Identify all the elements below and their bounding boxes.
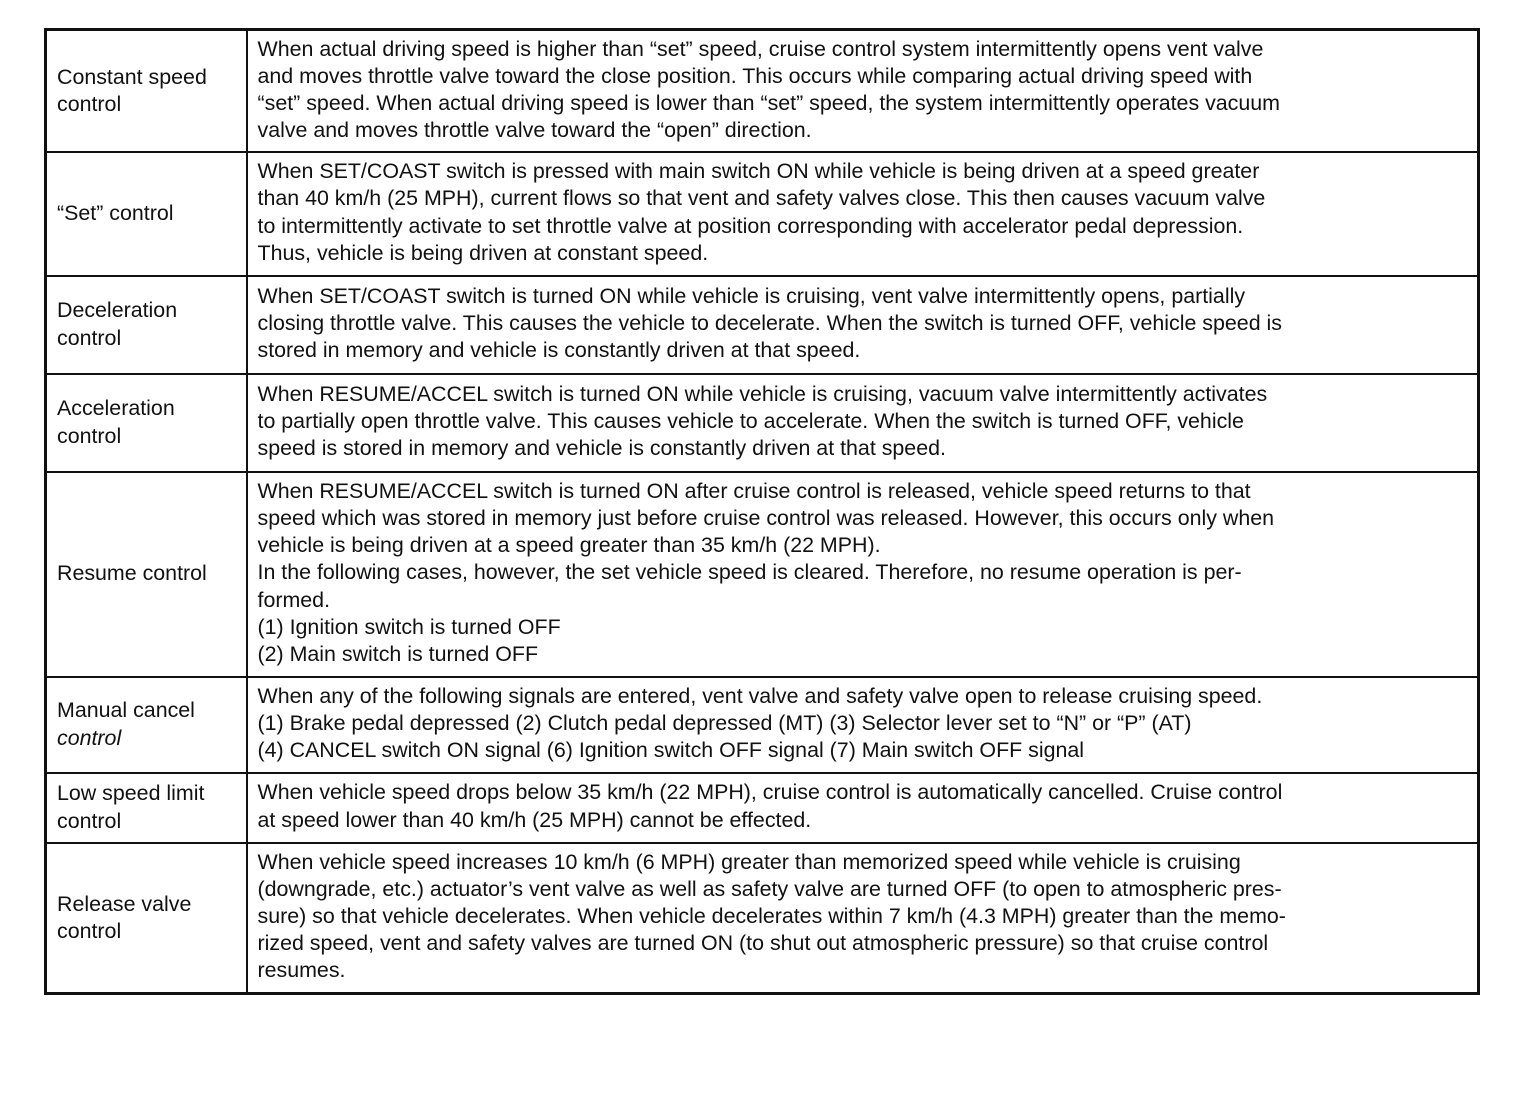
row-label: Acceleration control xyxy=(46,374,247,472)
table-row xyxy=(46,276,1479,374)
row-description: When actual driving speed is higher than “set” speed, cruise control system intermittently opens vent valve and moves throttle valve toward the close position. This occurs while comparing actual driving speed with “set” speed. When actual driving speed is lower than “set” speed, the system intermittently operates vacuum valve and moves throttle valve toward the “open” direction. xyxy=(247,30,1479,152)
row-description: When vehicle speed drops below 35 km/h (22 MPH), cruise control is automatically cancelled. Cruise control at speed lower than 40 km/h (25 MPH) cannot be effected. xyxy=(247,773,1479,843)
row-description: When SET/COAST switch is turned ON while vehicle is cruising, vent valve intermittently opens, partially closing throttle valve. This causes the vehicle to decelerate. When the switch is turned OFF, vehicle speed is stored in memory and vehicle is constantly driven at that speed. xyxy=(247,276,1479,374)
table-row xyxy=(46,374,1479,472)
row-description: When vehicle speed increases 10 km/h (6 MPH) greater than memorized speed while vehicle is cruising (downgrade, etc.) actuator’s vent valve as well as safety valve are turned OFF (to open to atmospheric pres- sure) so that vehicle decelerates. When vehicle decelerates within 7 km/h (4.3 MPH) greater than the memo- rized speed, vent and safety valves are turned ON (to shut out atmospheric pressure) so that cruise control resumes. xyxy=(247,843,1479,994)
row-description: When SET/COAST switch is pressed with main switch ON while vehicle is being driven at a speed greater than 40 km/h (25 MPH), current flows so that vent and safety valves close. This then causes vacuum valve to intermittently activate to set throttle valve at position corresponding with accelerator pedal depression. Thus, vehicle is being driven at constant speed. xyxy=(247,152,1479,276)
row-label: “Set” control xyxy=(46,152,247,276)
table-row xyxy=(46,472,1479,677)
row-label: Resume control xyxy=(46,472,247,677)
row-description: When RESUME/ACCEL switch is turned ON while vehicle is cruising, vacuum valve intermittently activates to partially open throttle valve. This causes vehicle to accelerate. When the switch is turned OFF, vehicle speed is stored in memory and vehicle is constantly driven at that speed. xyxy=(247,374,1479,472)
cruise-control-table xyxy=(44,28,1480,995)
table-row xyxy=(46,152,1479,276)
table-row xyxy=(46,773,1479,843)
table-row xyxy=(46,677,1479,773)
table-row xyxy=(46,843,1479,994)
row-label: Release valve control xyxy=(46,843,247,994)
row-label: Manual cancel control xyxy=(46,677,247,773)
table-row xyxy=(46,30,1479,152)
row-label: Low speed limit control xyxy=(46,773,247,843)
row-description: When RESUME/ACCEL switch is turned ON after cruise control is released, vehicle speed returns to that speed which was stored in memory just before cruise control was released. However, this occurs only when vehicle is being driven at a speed greater than 35 km/h (22 MPH). In the following cases, however, the set vehicle speed is cleared. Therefore, no resume operation is per- formed. (1) Ignition switch is turned OFF (2) Main switch is turned OFF xyxy=(247,472,1479,677)
row-label: Deceleration control xyxy=(46,276,247,374)
row-label: Constant speed control xyxy=(46,30,247,152)
row-description: When any of the following signals are entered, vent valve and safety valve open to release cruising speed. (1) Brake pedal depressed (2) Clutch pedal depressed (MT) (3) Selector lever set to “N” or “P” (AT) (4) CANCEL switch ON signal (6) Ignition switch OFF signal (7) Main switch OFF signal xyxy=(247,677,1479,773)
